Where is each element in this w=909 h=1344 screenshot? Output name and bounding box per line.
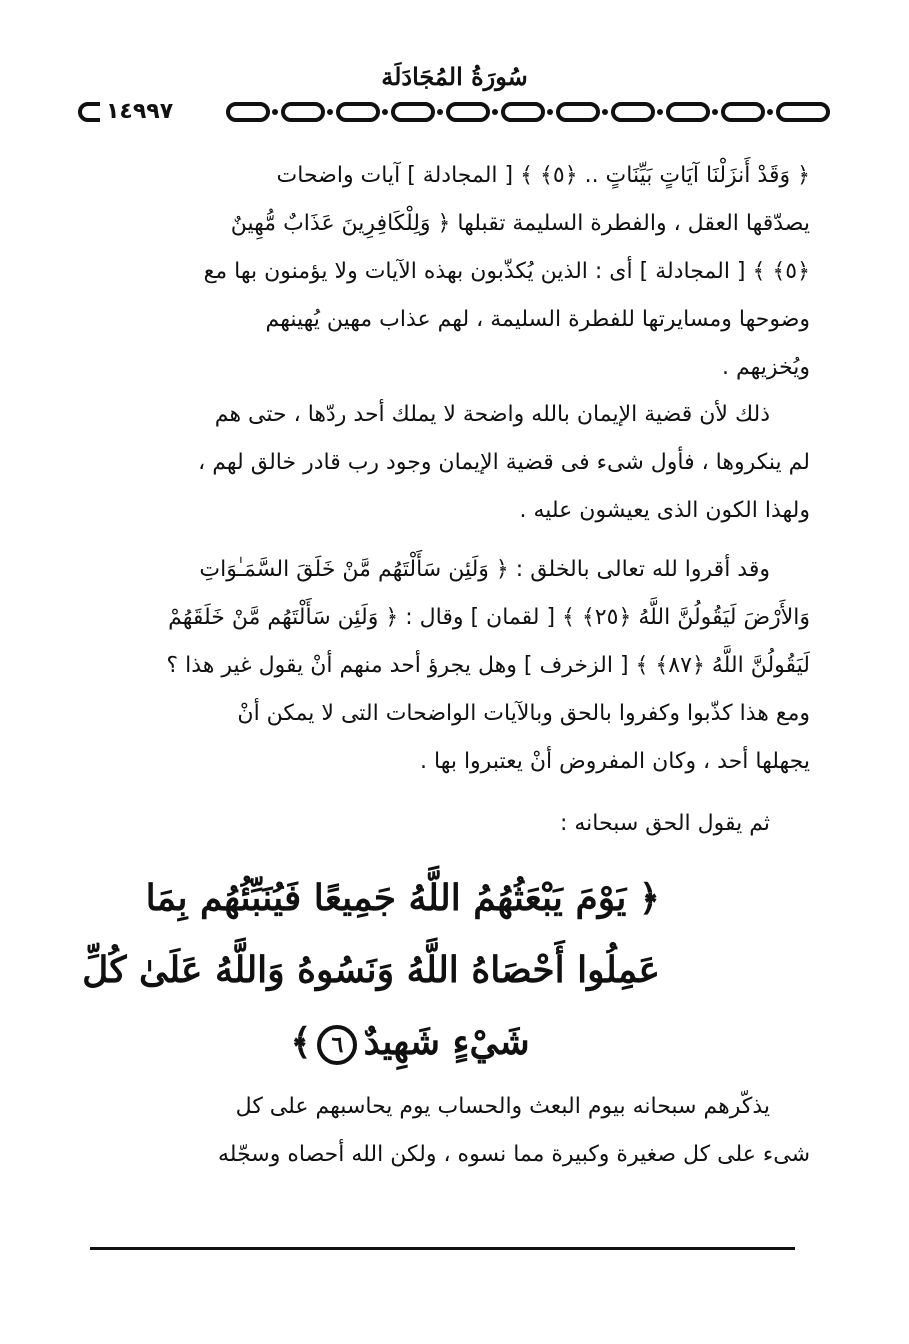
footer-rule xyxy=(90,1247,795,1250)
paragraph-4 xyxy=(90,1083,810,1179)
text-line: يجهلها أحد ، وكان المفروض أنْ يعتبروا بها . xyxy=(420,749,810,774)
text-line: لم ينكروها ، فأول شىء فى قضية الإيمان وجود رب قادر خالق لهم ، xyxy=(198,450,810,475)
quran-verse-line xyxy=(160,1006,660,1078)
quran-verse-text: شَيْءٍ شَهِيدٌ xyxy=(363,1021,530,1063)
verse-number-badge: ٦ xyxy=(317,1025,357,1065)
closing-bracket: ﴾ xyxy=(290,1021,312,1063)
text-line: وضوحها ومسايرتها للفطرة السليمة ، لهم عذاب مهين يُهينهم xyxy=(265,307,810,332)
quran-verse-line: عَمِلُوا أَحْصَاهُ اللَّهُ وَنَسُوهُ وَاللَّهُ عَلَىٰ كُلِّ xyxy=(82,949,660,991)
text-line: وَالأَرْضَ لَيَقُولُنَّ اللَّهُ ﴿٢٥﴾ ﴾ [ لقمان ] وقال : ﴿ وَلَئِن سَأَلْتَهُم مَّنْ خَلَقَهُمْ xyxy=(168,605,810,630)
quran-verse xyxy=(82,862,660,1078)
intro-line: ثم يقول الحق سبحانه : xyxy=(559,811,770,836)
paragraph-2 xyxy=(90,391,810,535)
text-line: ويُخزيهم . xyxy=(722,355,810,380)
text-line: ﴿ وَقَدْ أَنزَلْنَا آيَاتٍ بَيِّنَاتٍ .. ﴿٥﴾ ﴾ [ المجادلة ] آيات واضحات xyxy=(276,163,810,188)
text-line: شىء على كل صغيرة وكبيرة مما نسوه ، ولكن الله أحصاه وسجّله xyxy=(218,1142,810,1167)
text-line: يصدّقها العقل ، والفطرة السليمة تقبلها ﴿ وَلِلْكَافِرِينَ عَذَابٌ مُّهِينٌ xyxy=(230,211,810,236)
surah-title: سُورَةُ المُجَادَلَة xyxy=(381,62,528,91)
text-line: ﴿٥﴾ ﴾ [ المجادلة ] أى : الذين يُكذّبون بهذه الآيات ولا يؤمنون بها مع xyxy=(203,259,810,284)
paragraph-3 xyxy=(90,546,810,786)
text-line: لَيَقُولُنَّ اللَّهُ ﴿٨٧﴾ ﴾ [ الزخرف ] وهل يجرؤ أحد منهم أنْ يقول غير هذا ؟ xyxy=(166,653,810,678)
paragraph-1 xyxy=(90,152,810,392)
text-line: وقد أقروا لله تعالى بالخلق : ﴿ وَلَئِن سَأَلْتَهُم مَّنْ خَلَقَ السَّمَـٰوَاتِ xyxy=(199,557,770,582)
quran-verse-line: ﴿ يَوْمَ يَبْعَثُهُمُ اللَّهُ جَمِيعًا فَيُنَبِّئُهُم بِمَا xyxy=(145,877,660,919)
text-line: ولهذا الكون الذى يعيشون عليه . xyxy=(519,498,810,523)
page-number: ١٤٩٩٧ xyxy=(100,97,179,127)
text-line: ذلك لأن قضية الإيمان بالله واضحة لا يملك أحد ردّها ، حتى هم xyxy=(214,402,770,427)
text-line: يذكّرهم سبحانه بيوم البعث والحساب يوم يحاسبهم على كل xyxy=(235,1094,770,1119)
text-line: ومع هذا كذّبوا وكفروا بالحق وبالآيات الواضحات التى لا يمكن أنْ xyxy=(237,701,810,726)
intro-line-block xyxy=(90,800,810,848)
ornamental-header-border xyxy=(78,100,833,124)
